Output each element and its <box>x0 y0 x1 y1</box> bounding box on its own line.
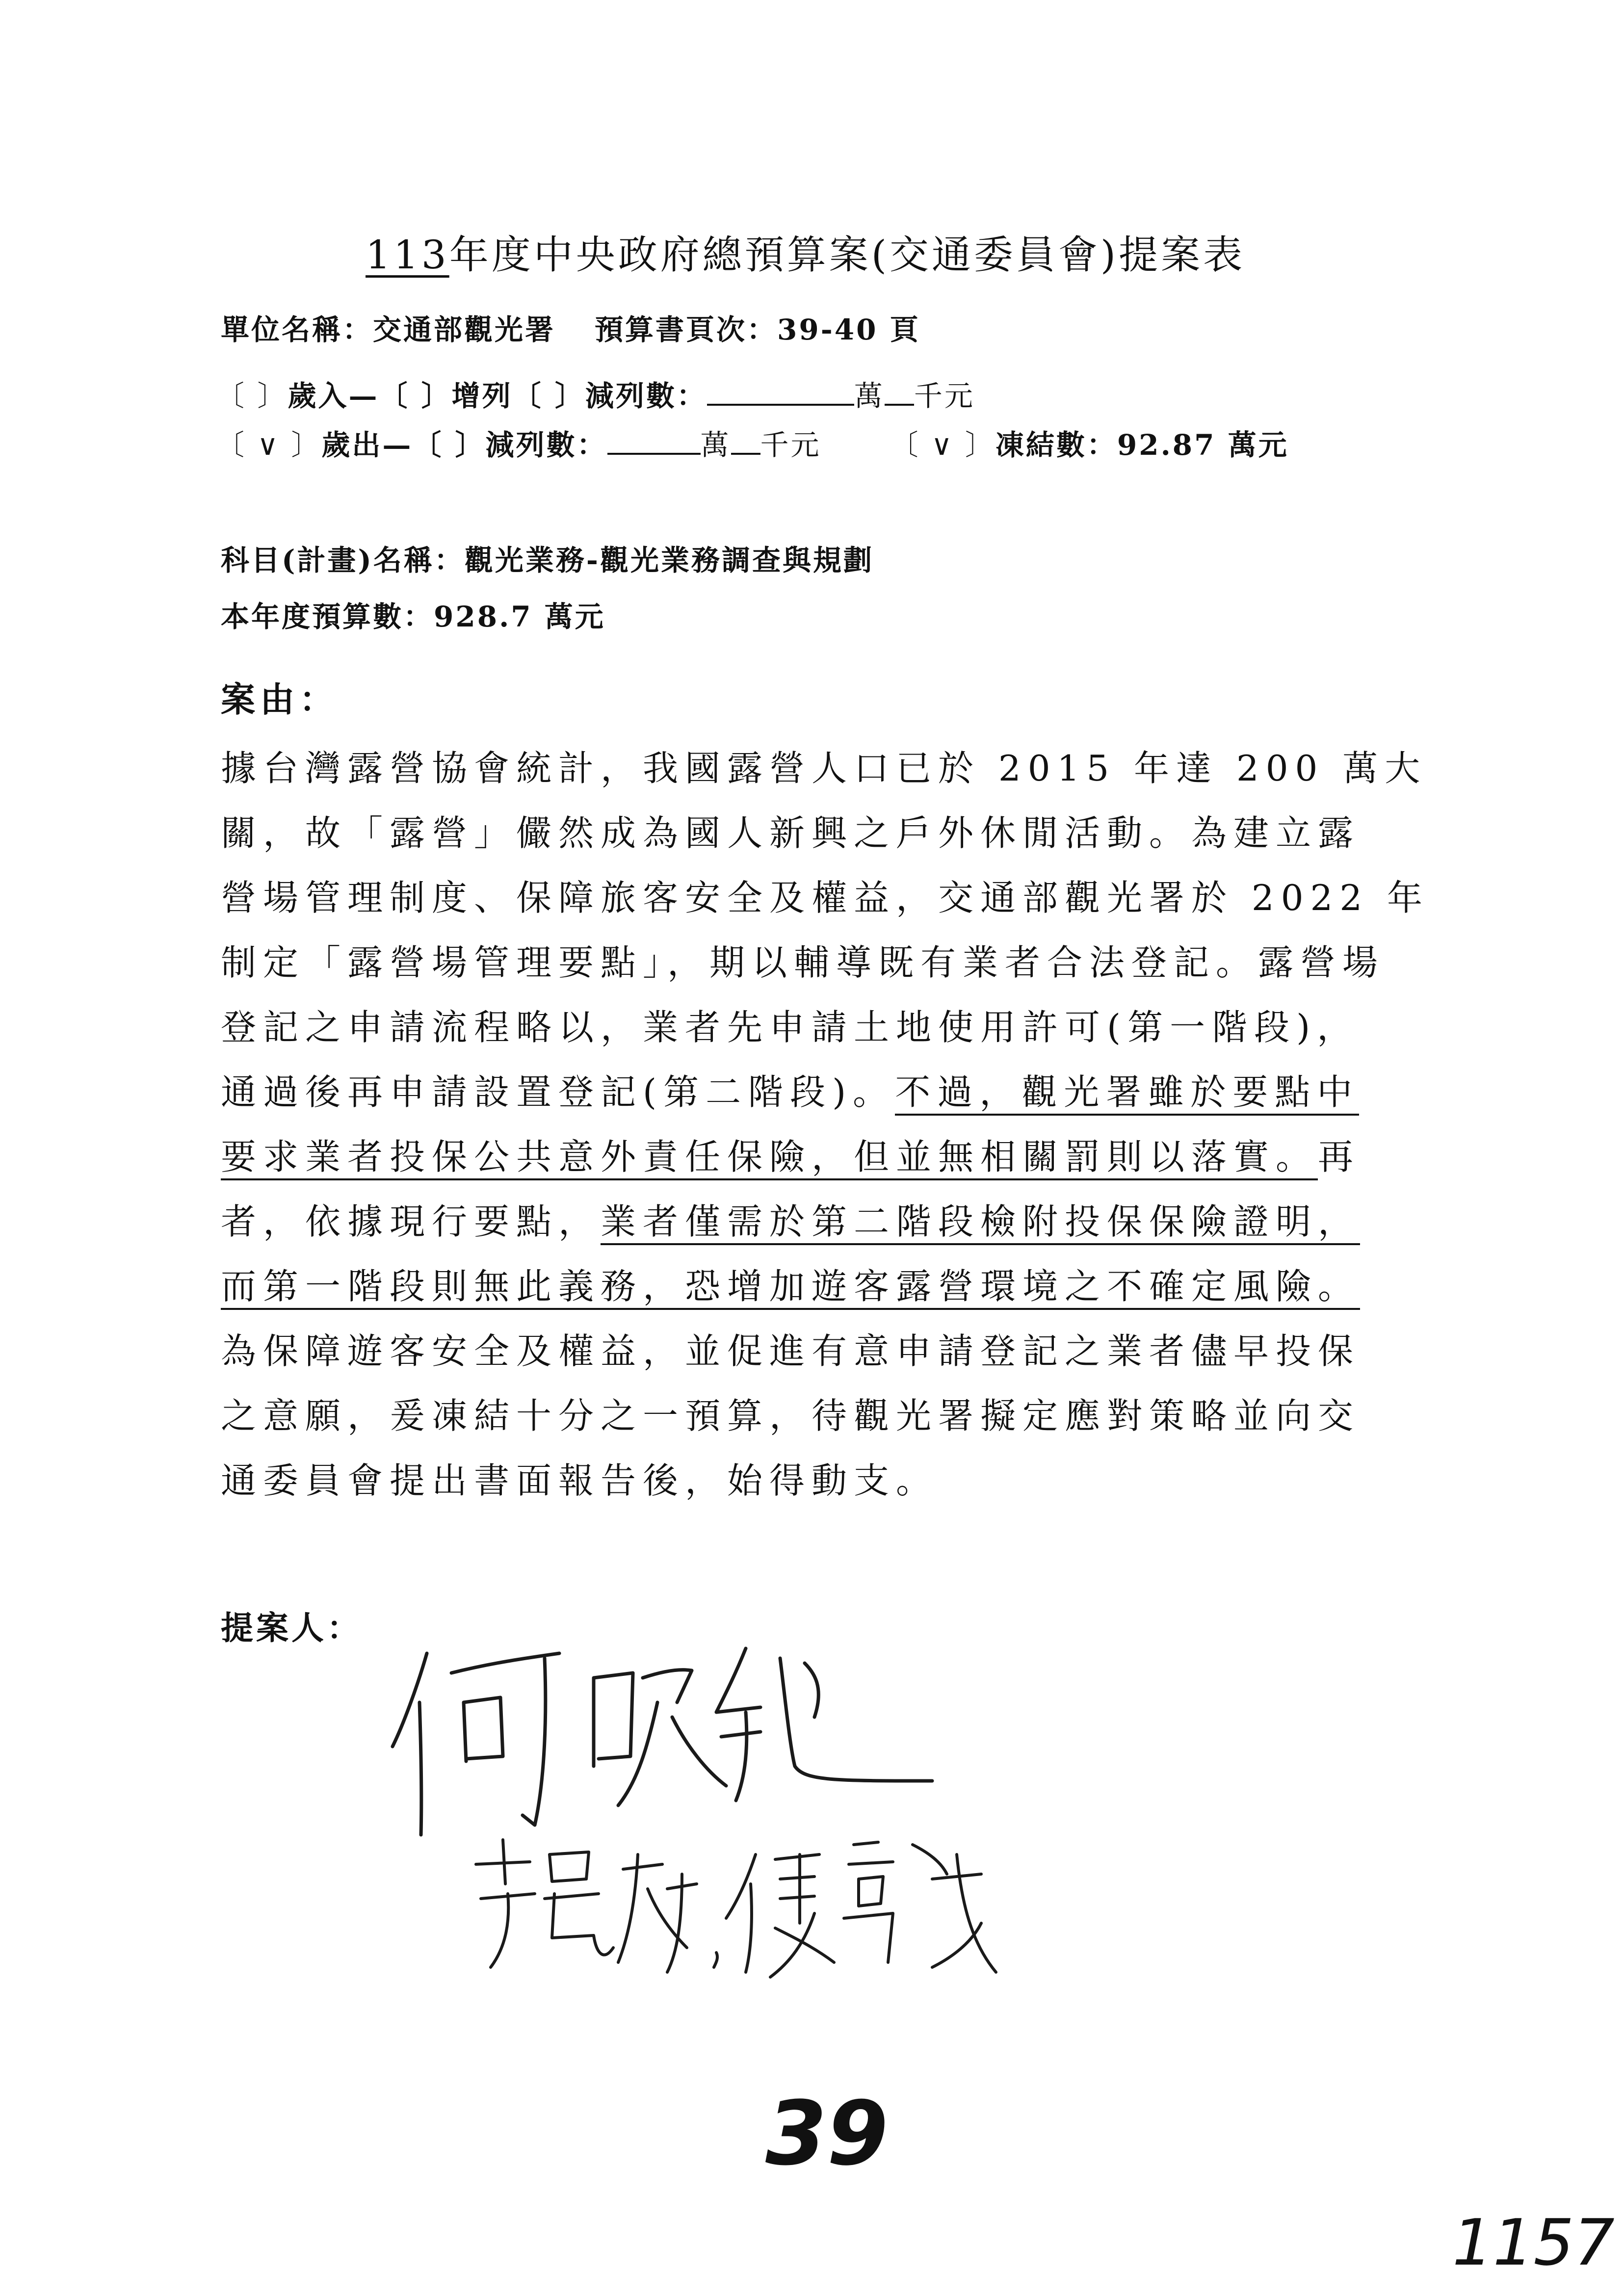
underlined-text: 而第一階段則無此義務，恐增加遊客露營環境之不確定風險。 <box>221 1266 1360 1310</box>
underlined-text: 業者僅需於第二階段檢附投保保險證明， <box>601 1201 1360 1245</box>
underlined-text: 要求業者投保公共意外責任保險，但並無相關罰則以落實。 <box>221 1136 1318 1180</box>
blank-field <box>885 378 914 406</box>
reason-body: 據台灣露營協會統計，我國露營人口已於 2015 年達 200 萬大 關，故「露營」儼然成為國人新興之戶外休閒活動。為建立露 營場管理制度、保障旅客安全及權益，交通部觀光署於 2022 年 制定「露營場管理要點」，期以輔導既有業者合法登記。露營場 登記之申請流程略以，業者先申請土地使用許可(第一階段)， 通過後再申請設置登記(第二階段)。不過，觀光署雖於要點中 要求業者投保公共意外責任保險，但並無相關罰則以落實。再 者，依據現行要點，業者僅需於第二階段檢附投保保險證明， 而第一階段則無此義務，恐增加遊客露營環境之不確定風險。 為保障遊客安全及權益，並促進有意申請登記之業者儘早投保 之意願，爰凍結十分之一預算，待觀光署擬定應對策略並向交 通委員會提出書面報告後，始得動支。 <box>221 748 1430 1501</box>
reason-label: 案由： <box>221 679 339 720</box>
unit-name: 單位名稱：交通部觀光署 預算書頁次：39-40 頁 <box>221 313 920 346</box>
blank-field <box>707 378 854 406</box>
blank-field <box>607 427 701 455</box>
page-number: 39 <box>765 2083 889 2185</box>
budget-amount: 本年度預算數：928.7 萬元 <box>221 600 605 633</box>
sheet-number: 1157 <box>1452 2205 1615 2280</box>
signature-1 <box>383 1619 947 1845</box>
revenue-line: 〔 〕歲入—〔 〕增列〔 〕減列數： 萬 千元 <box>216 379 975 413</box>
page-title: 113年度中央政府總預算案(交通委員會)提案表 <box>366 232 1246 278</box>
signature-2 <box>461 1825 1011 1987</box>
subject-name: 科目(計畫)名稱：觀光業務-觀光業務調查與規劃 <box>221 544 874 577</box>
blank-field <box>731 427 760 455</box>
underlined-text: 不過，觀光署雖於要點中 <box>895 1071 1359 1116</box>
proposer-label: 提案人： <box>221 1609 362 1647</box>
expense-line: 〔 ∨ 〕歲出—〔 〕減列數： 萬 千元 〔 ∨ 〕凍結數：92.87 萬元 <box>216 428 1289 462</box>
